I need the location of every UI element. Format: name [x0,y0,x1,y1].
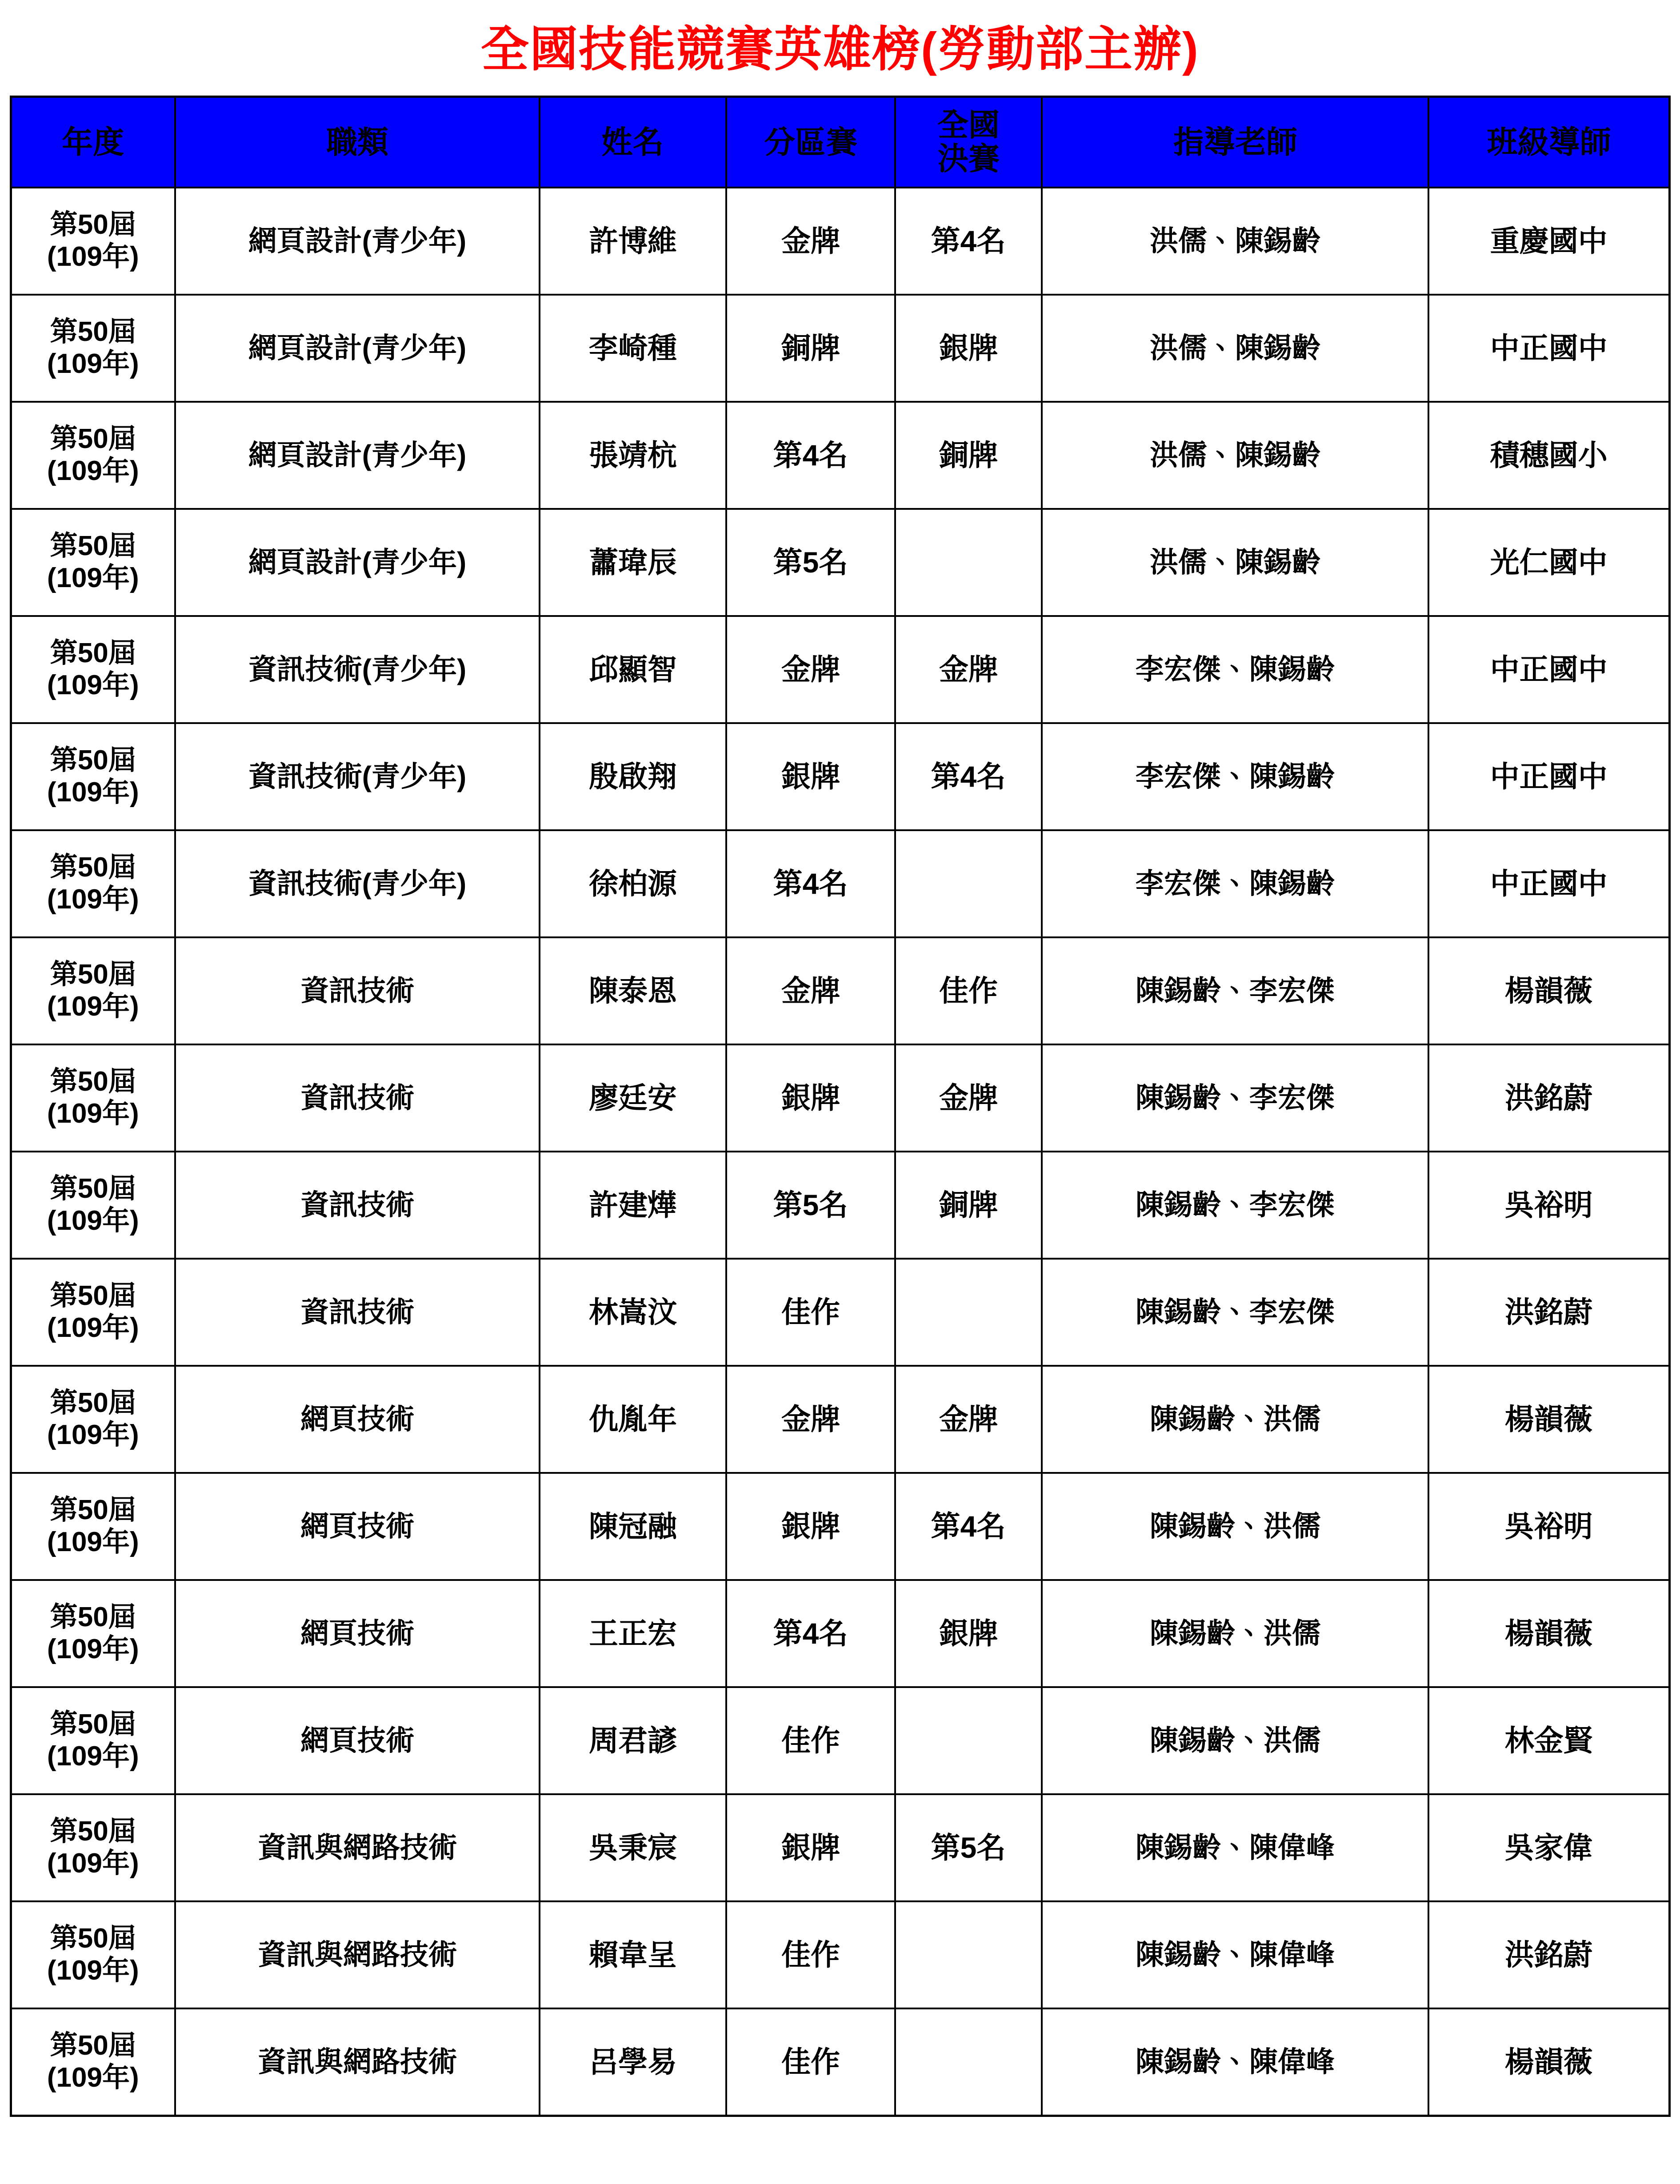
table-row [11,723,1669,830]
cell-name: 殷啟翔 [540,723,726,830]
cell-final: 金牌 [895,616,1042,723]
page-title: 全國技能競賽英雄榜(勞動部主辦) [481,22,1199,76]
cell-tutor: 楊韻薇 [1428,2008,1669,2116]
cell-regional: 佳作 [726,2008,895,2116]
cell-category: 網頁設計(青少年) [175,295,540,402]
cell-year-line2: (109年) [47,456,139,487]
cell-teacher: 洪儒、陳錫齡 [1042,188,1428,295]
cell-year [11,1687,175,1794]
cell-year-line2: (109年) [47,563,139,594]
cell-final [895,830,1042,937]
cell-year [11,937,175,1044]
cell-tutor: 楊韻薇 [1428,937,1669,1044]
table-row [11,295,1669,402]
table-row [11,188,1669,295]
table-row [11,1580,1669,1687]
column-header-final-line2: 決賽 [937,141,1000,176]
cell-regional: 銀牌 [726,1794,895,1901]
cell-tutor: 洪銘蔚 [1428,1901,1669,2008]
cell-final [895,1259,1042,1366]
cell-category: 網頁技術 [175,1687,540,1794]
cell-year [11,1794,175,1901]
cell-tutor: 洪銘蔚 [1428,1259,1669,1366]
table-row [11,1901,1669,2008]
hero-board-table [10,96,1671,2117]
cell-final [895,1687,1042,1794]
cell-final: 佳作 [895,937,1042,1044]
cell-year [11,1473,175,1580]
cell-regional: 佳作 [726,1901,895,2008]
cell-regional: 金牌 [726,616,895,723]
cell-name: 張靖杭 [540,402,726,509]
cell-year-line2: (109年) [47,1634,139,1665]
column-header-tutor: 班級導師 [1428,96,1669,188]
cell-year [11,1259,175,1366]
cell-tutor: 林金賢 [1428,1687,1669,1794]
cell-year-line1: 第50屆 [50,852,136,883]
cell-year-line1: 第50屆 [50,1280,136,1312]
table-row [11,1259,1669,1366]
cell-teacher: 陳錫齡、陳偉峰 [1042,1794,1428,1901]
cell-category: 資訊與網路技術 [175,1794,540,1901]
cell-year-line2: (109年) [47,2062,139,2093]
table-header-row [11,96,1669,188]
cell-name: 仇胤年 [540,1366,726,1473]
cell-tutor: 中正國中 [1428,723,1669,830]
cell-name: 王正宏 [540,1580,726,1687]
cell-year-line2: (109年) [47,670,139,701]
cell-category: 資訊技術 [175,937,540,1044]
cell-year-line1: 第50屆 [50,1709,136,1740]
column-header-final-line1: 全國 [937,108,1000,143]
cell-name: 陳冠融 [540,1473,726,1580]
table-row [11,402,1669,509]
cell-final [895,1901,1042,2008]
cell-regional: 金牌 [726,188,895,295]
cell-category: 網頁技術 [175,1366,540,1473]
cell-year-line1: 第50屆 [50,1923,136,1954]
cell-year-line1: 第50屆 [50,638,136,669]
cell-final: 第4名 [895,188,1042,295]
cell-teacher: 洪儒、陳錫齡 [1042,509,1428,616]
cell-name: 徐柏源 [540,830,726,937]
cell-name: 陳泰恩 [540,937,726,1044]
table-row [11,1152,1669,1259]
column-header-final [895,96,1042,188]
cell-final: 第5名 [895,1794,1042,1901]
cell-year [11,723,175,830]
cell-category: 網頁設計(青少年) [175,509,540,616]
cell-tutor: 吳裕明 [1428,1152,1669,1259]
cell-final: 第4名 [895,1473,1042,1580]
cell-name: 李崎種 [540,295,726,402]
cell-tutor: 積穗國小 [1428,402,1669,509]
cell-category: 資訊技術(青少年) [175,830,540,937]
cell-teacher: 陳錫齡、洪儒 [1042,1580,1428,1687]
table-row [11,1366,1669,1473]
cell-teacher: 洪儒、陳錫齡 [1042,402,1428,509]
table-header [11,96,1669,188]
cell-category: 資訊與網路技術 [175,1901,540,2008]
cell-year-line2: (109年) [47,1741,139,1772]
cell-year [11,1580,175,1687]
cell-tutor: 吳家偉 [1428,1794,1669,1901]
column-header-category: 職類 [175,96,540,188]
cell-teacher: 陳錫齡、李宏傑 [1042,937,1428,1044]
cell-year-line1: 第50屆 [50,745,136,776]
cell-teacher: 李宏傑、陳錫齡 [1042,616,1428,723]
cell-year-line1: 第50屆 [50,1066,136,1097]
cell-year-line1: 第50屆 [50,1495,136,1526]
cell-regional: 第4名 [726,1580,895,1687]
cell-category: 資訊技術 [175,1259,540,1366]
cell-regional: 佳作 [726,1259,895,1366]
cell-final: 金牌 [895,1366,1042,1473]
table-row [11,1473,1669,1580]
cell-year-line2: (109年) [47,241,139,272]
cell-year [11,616,175,723]
cell-year [11,295,175,402]
cell-teacher: 陳錫齡、洪儒 [1042,1366,1428,1473]
cell-year [11,1044,175,1152]
cell-year-line2: (109年) [47,991,139,1022]
cell-name: 吳秉宸 [540,1794,726,1901]
cell-final [895,2008,1042,2116]
cell-name: 蕭瑋辰 [540,509,726,616]
cell-tutor: 中正國中 [1428,830,1669,937]
cell-category: 資訊技術(青少年) [175,616,540,723]
cell-teacher: 陳錫齡、李宏傑 [1042,1152,1428,1259]
cell-year [11,402,175,509]
cell-name: 邱顯智 [540,616,726,723]
cell-category: 資訊技術 [175,1044,540,1152]
cell-year-line2: (109年) [47,1527,139,1558]
cell-year-line2: (109年) [47,1312,139,1344]
cell-teacher: 李宏傑、陳錫齡 [1042,723,1428,830]
cell-teacher: 陳錫齡、李宏傑 [1042,1044,1428,1152]
cell-year-line1: 第50屆 [50,1816,136,1847]
cell-regional: 銅牌 [726,295,895,402]
cell-tutor: 楊韻薇 [1428,1366,1669,1473]
column-header-teacher: 指導老師 [1042,96,1428,188]
cell-regional: 第4名 [726,830,895,937]
cell-teacher: 陳錫齡、李宏傑 [1042,1259,1428,1366]
table-row [11,1687,1669,1794]
cell-teacher: 陳錫齡、陳偉峰 [1042,1901,1428,2008]
cell-final [895,509,1042,616]
cell-year-line2: (109年) [47,1205,139,1236]
cell-final: 銀牌 [895,1580,1042,1687]
cell-year-line1: 第50屆 [50,1602,136,1633]
cell-regional: 銀牌 [726,1044,895,1152]
cell-final: 銅牌 [895,1152,1042,1259]
table-row [11,509,1669,616]
cell-tutor: 吳裕明 [1428,1473,1669,1580]
cell-regional: 第4名 [726,402,895,509]
cell-regional: 銀牌 [726,723,895,830]
cell-regional: 金牌 [726,937,895,1044]
cell-year-line2: (109年) [47,1098,139,1129]
cell-category: 網頁技術 [175,1580,540,1687]
cell-teacher: 陳錫齡、陳偉峰 [1042,2008,1428,2116]
cell-teacher: 陳錫齡、洪儒 [1042,1687,1428,1794]
cell-year-line1: 第50屆 [50,316,136,348]
cell-year-line1: 第50屆 [50,531,136,562]
cell-regional: 銀牌 [726,1473,895,1580]
cell-year-line2: (109年) [47,1420,139,1451]
cell-name: 周君諺 [540,1687,726,1794]
column-header-year: 年度 [11,96,175,188]
cell-category: 網頁技術 [175,1473,540,1580]
cell-year-line2: (109年) [47,777,139,808]
cell-teacher: 陳錫齡、洪儒 [1042,1473,1428,1580]
cell-year-line1: 第50屆 [50,209,136,240]
cell-year-line1: 第50屆 [50,959,136,990]
cell-category: 網頁設計(青少年) [175,402,540,509]
cell-regional: 第5名 [726,1152,895,1259]
cell-year [11,509,175,616]
column-header-regional: 分區賽 [726,96,895,188]
cell-tutor: 中正國中 [1428,616,1669,723]
cell-name: 呂學易 [540,2008,726,2116]
table-row [11,1044,1669,1152]
cell-final: 銅牌 [895,402,1042,509]
cell-teacher: 洪儒、陳錫齡 [1042,295,1428,402]
table-row [11,1794,1669,1901]
cell-category: 網頁設計(青少年) [175,188,540,295]
cell-regional: 金牌 [726,1366,895,1473]
cell-category: 資訊與網路技術 [175,2008,540,2116]
cell-teacher: 李宏傑、陳錫齡 [1042,830,1428,937]
cell-year [11,188,175,295]
cell-tutor: 光仁國中 [1428,509,1669,616]
cell-year [11,830,175,937]
cell-year-line1: 第50屆 [50,1388,136,1419]
cell-regional: 佳作 [726,1687,895,1794]
table-row [11,2008,1669,2116]
cell-tutor: 中正國中 [1428,295,1669,402]
cell-year-line1: 第50屆 [50,2030,136,2061]
cell-year-line1: 第50屆 [50,1173,136,1204]
cell-year [11,2008,175,2116]
cell-year-line2: (109年) [47,1848,139,1879]
table-row [11,830,1669,937]
cell-year [11,1152,175,1259]
table-row [11,937,1669,1044]
table-row [11,616,1669,723]
cell-name: 林嵩汶 [540,1259,726,1366]
cell-tutor: 楊韻薇 [1428,1580,1669,1687]
table-body [11,188,1669,2116]
cell-category: 資訊技術 [175,1152,540,1259]
cell-tutor: 重慶國中 [1428,188,1669,295]
column-header-name: 姓名 [540,96,726,188]
cell-name: 賴韋呈 [540,1901,726,2008]
cell-final: 第4名 [895,723,1042,830]
cell-year-line2: (109年) [47,348,139,380]
cell-name: 許建燁 [540,1152,726,1259]
cell-year-line2: (109年) [47,884,139,915]
cell-name: 許博維 [540,188,726,295]
cell-year-line2: (109年) [47,1955,139,1986]
cell-tutor: 洪銘蔚 [1428,1044,1669,1152]
cell-year-line1: 第50屆 [50,424,136,455]
cell-category: 資訊技術(青少年) [175,723,540,830]
cell-final: 金牌 [895,1044,1042,1152]
cell-year [11,1366,175,1473]
cell-regional: 第5名 [726,509,895,616]
cell-year [11,1901,175,2008]
cell-final: 銀牌 [895,295,1042,402]
cell-name: 廖廷安 [540,1044,726,1152]
